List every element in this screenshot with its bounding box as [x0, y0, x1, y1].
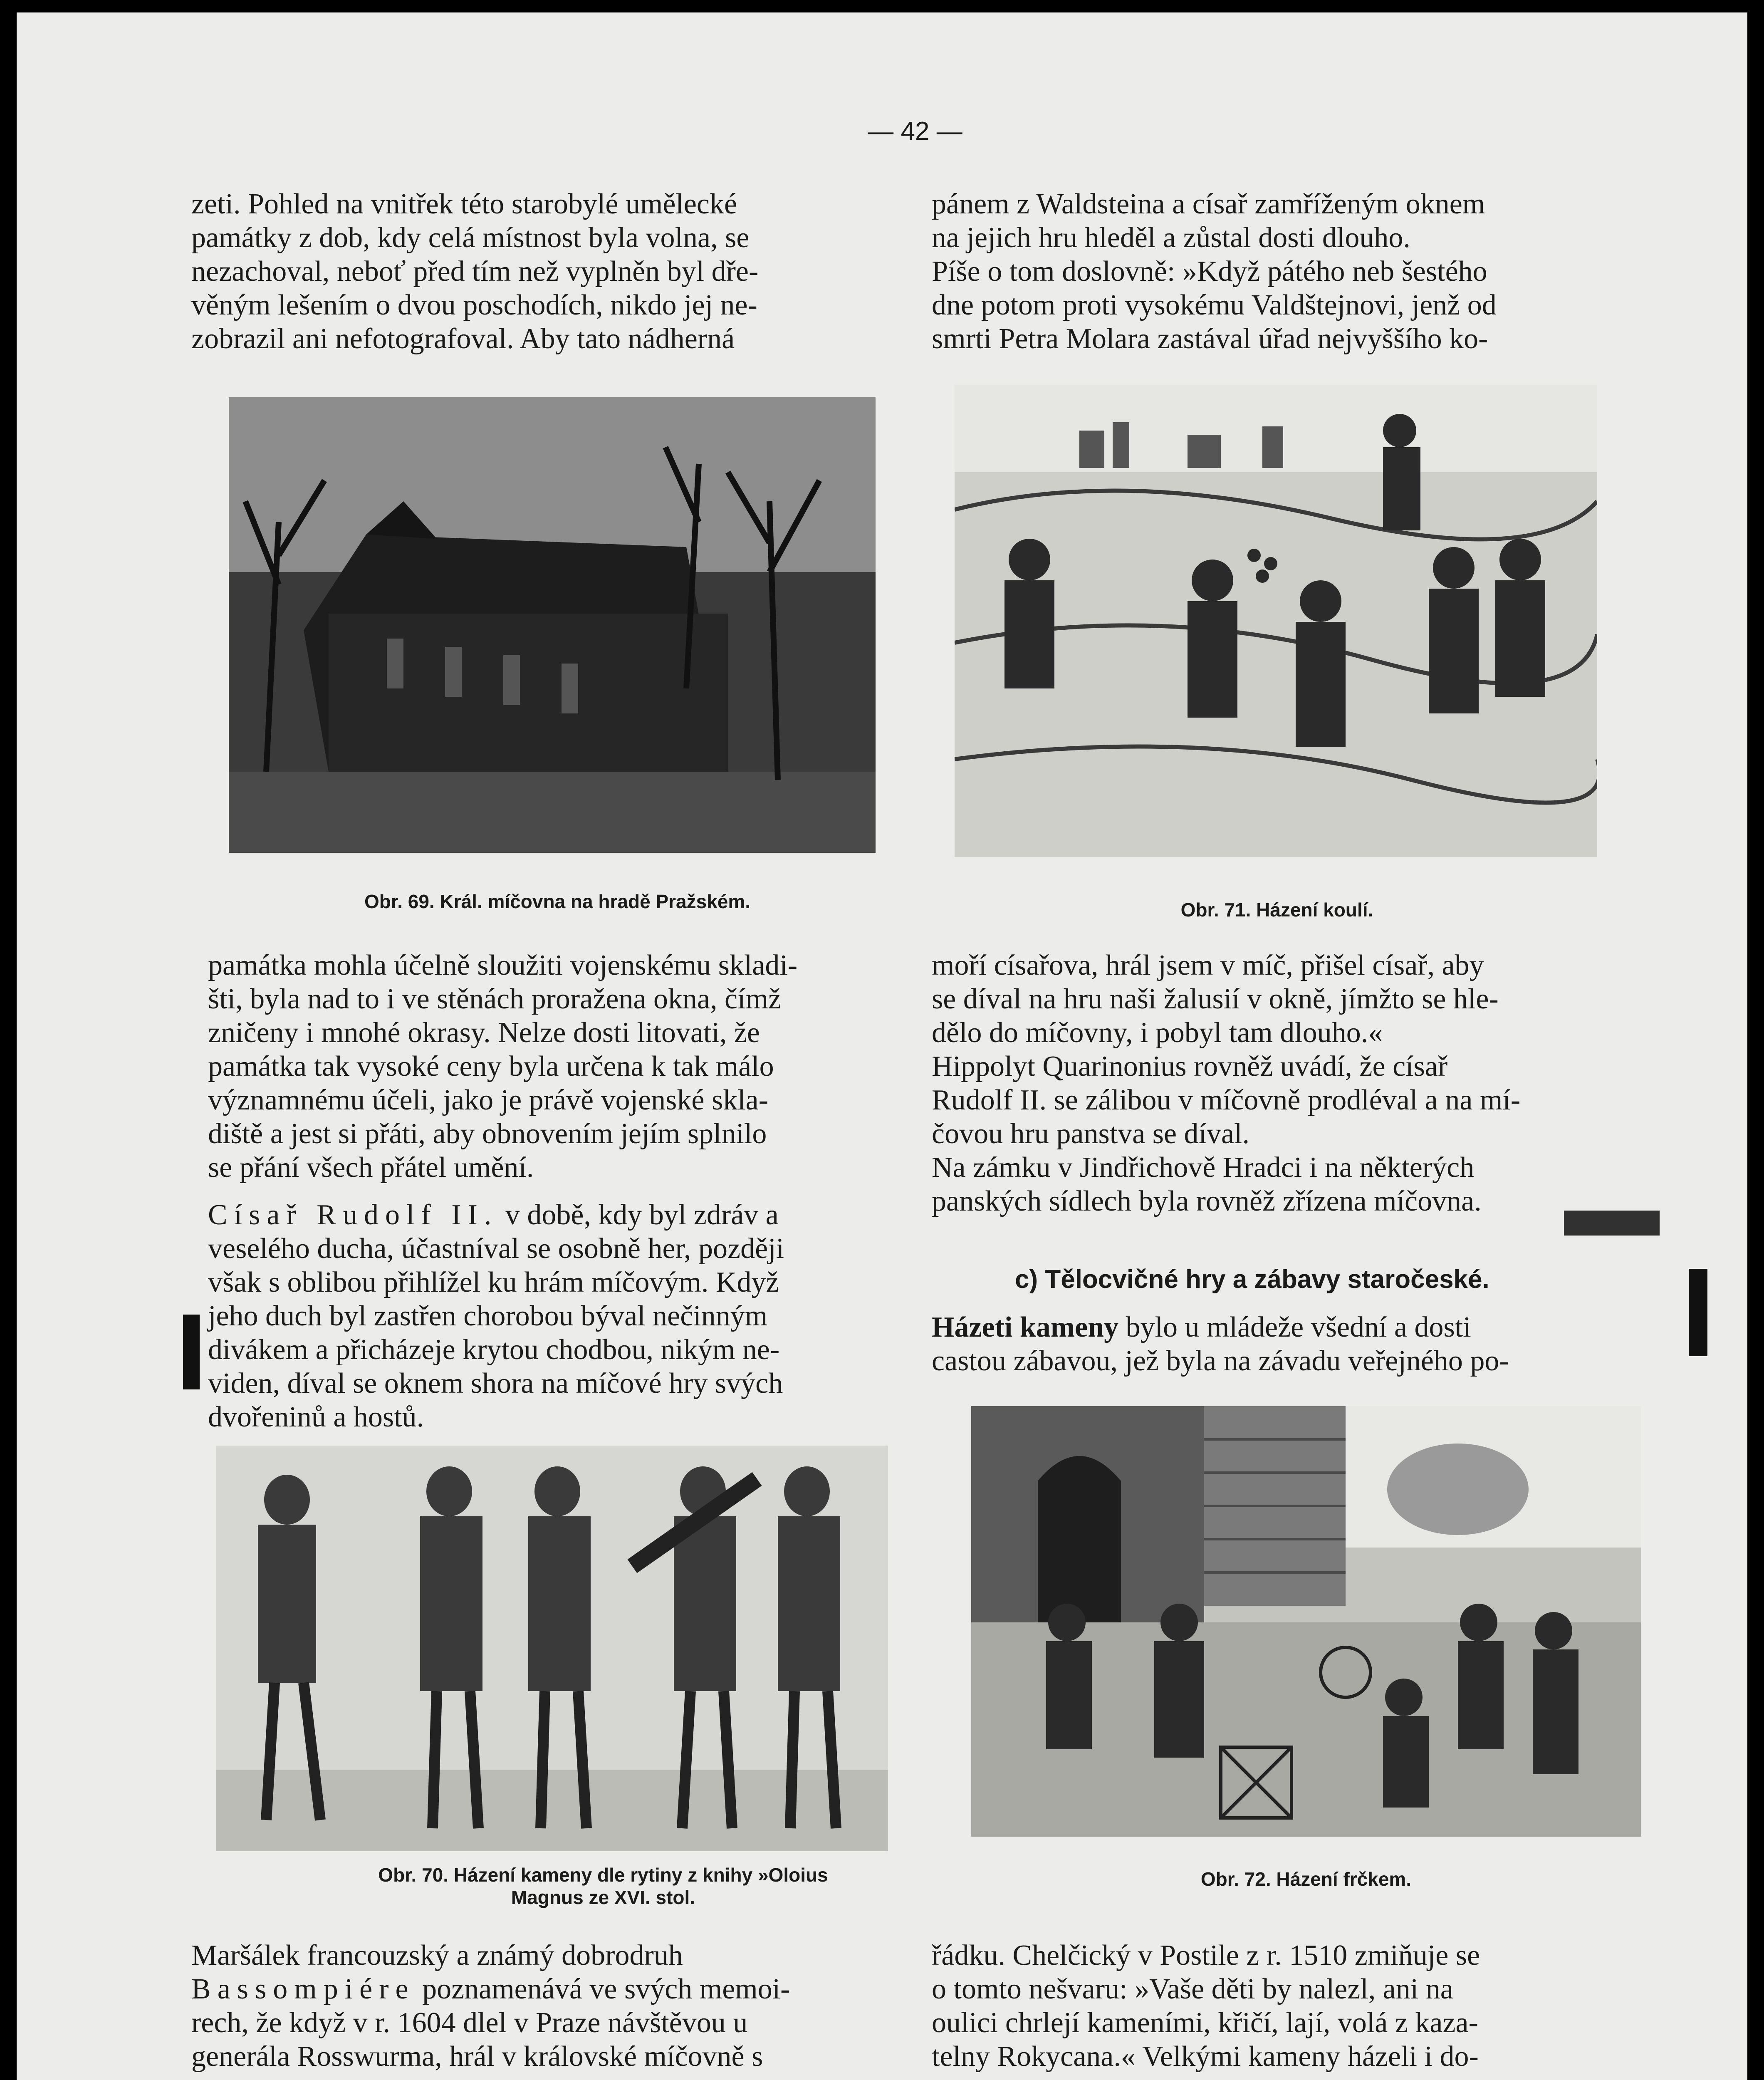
right-paragraph-2: moří císařova, hrál jsem v míč, přišel císař, aby se díval na hru naši žalusií v okně, jímžto se hle- dělo do míčovny, i pobyl tam dlouho.« Hippolyt Quarinonius rovněž uvádí, že císař Rudolf II. se zálibou v míčovně prodléval a na mí- čovou hru panstva se díval. Na zámku v Jindřichově Hradci i na některých panských sídlech byla rovněž zřízena míčovna. [932, 949, 1521, 1217]
left-paragraph-4-first: Maršálek francouzský a známý dobrodruh [191, 1939, 683, 1971]
ball-throwing-engraving-illustration [955, 385, 1597, 857]
scanned-page [17, 12, 1747, 2080]
left-paragraph-1: zeti. Pohled na vnitřek této starobylé umělecké památky z dob, kdy celá místnost byla volna, se nezachoval, neboť před tím než vyplněn byl dře- věným lešením o dvou poschodích, nikdo jej ne- zobrazil ani nefotografoval. Aby tato nádherná [191, 188, 759, 355]
left-paragraph-3-text: v době, kdy byl zdráv a veselého ducha, účastníval se osobně her, později však s oblibou přihlížel ku hrám míčovým. Když jeho duch byl zastřen chorobou býval nečinným divákem a přicházeje krytou chodbou, nikým ne- viden, díval se oknem shora na míčové hry svých dvořeninů a hostů. [208, 1199, 784, 1433]
figure-70-image [216, 1446, 888, 1851]
figure-72-image [971, 1406, 1641, 1837]
figure-70-caption: Obr. 70. Házení kameny dle rytiny z knihy »Oloius Magnus ze XVI. stol. [378, 1864, 828, 1908]
stone-throwing-woodcut-illustration [216, 1446, 888, 1851]
frcek-throwing-illustration [971, 1406, 1641, 1837]
section-heading: c) Tělocvičné hry a zábavy staročeské. [1015, 1265, 1489, 1294]
figure-69-image [229, 397, 876, 853]
right-paragraph-4: řádku. Chelčický v Postile z r. 1510 zmiňuje se o tomto nešvaru: »Vaše děti by nalezl, ani na oulici chrlejí kameními, křičí, lají, volá z kaza- telny Rokycana.« Velkými kameny házeli i do- [932, 1939, 1480, 2073]
bassompiere-name: Bassompiére [191, 1973, 415, 2005]
ink-smudge [1564, 1211, 1660, 1236]
right-paragraph-3-text: bylo u mládeže všední a dosti castou zábavou, jež byla na závadu veřejného po- [932, 1311, 1509, 1377]
figure-69-caption: Obr. 69. Král. míčovna na hradě Pražském. [364, 891, 751, 912]
church-tennis-hall-illustration [229, 397, 876, 853]
figure-72-caption: Obr. 72. Házení frčkem. [1200, 1868, 1412, 1890]
left-paragraph-3 [208, 1198, 915, 1434]
right-paragraph-3 [932, 1310, 1639, 1378]
right-paragraph-1: pánem z Waldsteina a císař zamříženým oknem na jejich hru hleděl a zůstal dosti dlouho. Píše o tom doslovně: »Když pátého neb šestého dne potom proti vysokému Valdštejnovi, jenž od smrti Petra Molara zastával úřad nejvyššího ko- [932, 188, 1497, 355]
margin-mark-left [183, 1315, 200, 1389]
figure-71-image [955, 385, 1597, 857]
stone-throwing-term: Házeti kameny [932, 1311, 1119, 1343]
margin-mark-right [1689, 1269, 1707, 1356]
figure-71-caption: Obr. 71. Házení koulí. [1180, 899, 1373, 921]
page-number: — 42 — [868, 117, 962, 146]
emperor-name: Císař Rudolf II. [208, 1199, 498, 1231]
left-paragraph-4 [191, 1939, 915, 2073]
left-paragraph-4-text: poznamenává ve svých memoi- rech, že když v r. 1604 dlel v Praze návštěvou u generála Rosswurma, hrál v královské míčovně s [191, 1973, 790, 2073]
left-paragraph-2: památka mohla účelně sloužiti vojenskému skladi- šti, byla nad to i ve stěnách proražena okna, čímž zničeny i mnohé okrasy. Nelze dosti litovati, že památka tak vysoké ceny byla určena k tak málo významnému účeli, jako je právě vojenské skla- diště a jest si přáti, aby obnovením jejím splnilo se přání všech přátel umění. [208, 949, 798, 1184]
